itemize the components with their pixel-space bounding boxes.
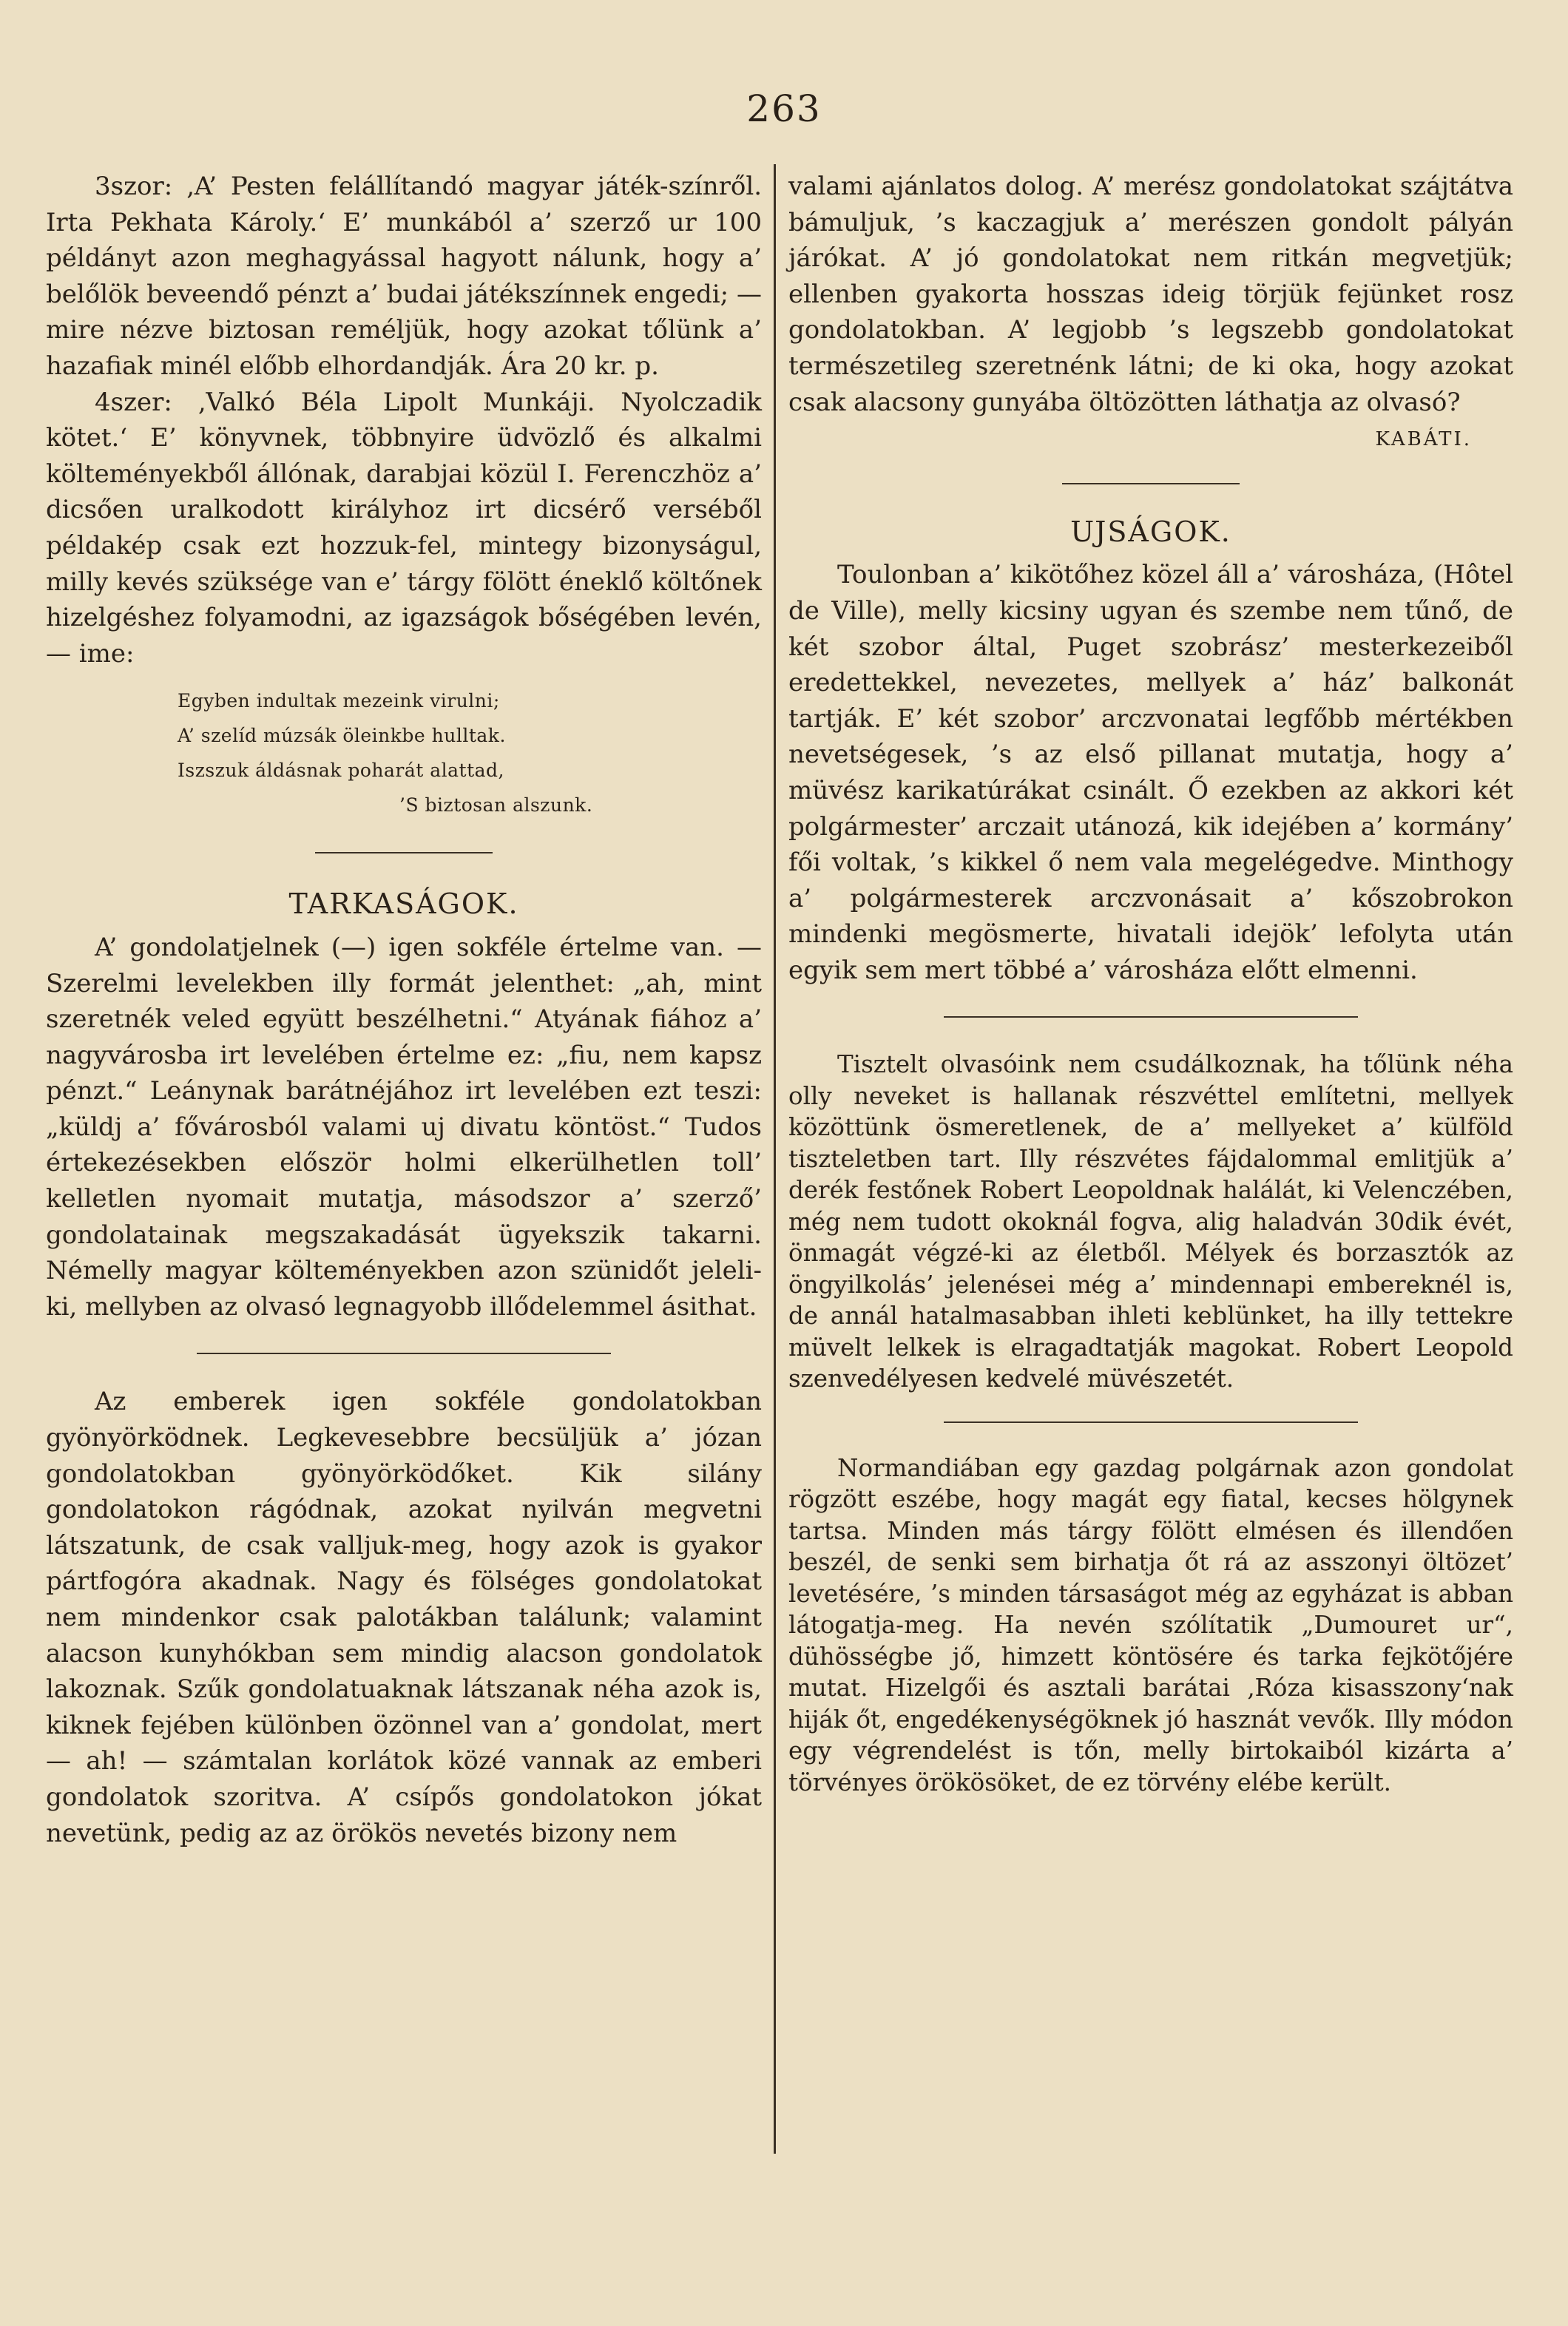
page-number: 263 [746, 87, 822, 130]
poem-line: ’S biztosan alszunk. [399, 794, 593, 817]
section-rule [197, 1353, 611, 1354]
article-gondolatok-cont: valami ajánlatos dolog. A’ merész gondolatokat szájtátva bámuljuk, ’s kaczagjuk a’ merészen gondolt pályán járókat. A’ jó gondolatokat nem ritkán megvetjük; ellenben gyakorta hosszas ideig törjük fejünket rosz gondolatokban. A’ legjobb ’s legszebb gondolatokat természetileg szeretnénk látni; de ki oka, hogy azokat csak alacsony gunyába öltözötten láthatja az olvasó? [788, 172, 1513, 417]
left-column [46, 169, 762, 1851]
section-heading-ujsagok: UJSÁGOK. [1070, 515, 1231, 548]
book-notice-3: 3szor: ‚A’ Pesten felállítandó magyar játék-színről. Irta Pekhata Károly.‘ E’ munkából a’ szerző ur 100 példányt azon meghagyással hagyott nálunk, hogy a’ belőlök beveendő pénzt a’ budai játékszínnek engedi; — mire nézve biztosan reméljük, hogy azokat tőlünk a’ hazafiak minél előbb elhordandják. Ára 20 kr. p. [46, 172, 762, 381]
right-column [788, 169, 1513, 1798]
section-rule [944, 1421, 1358, 1423]
article-normandia: Normandiában egy gazdag polgárnak azon gondolat rögzött eszébe, hogy magát egy fiatal, kecses hölgynek tartsa. Minden más tárgy fölött elmésen és illendően beszél, de senki sem birhatja őt rá az asszonyi öltözet’ levetésére, ’s minden társaságot még az egyházat is abban látogatja-meg. Ha nevén szólítatik „Dumouret ur“, dühösségbe jő, himzett köntösére és tarka fejkötőjére mutat. Hizelgői és asztali barátai ‚Róza kisasszony‘nak hiják őt, engedékenységöknek jó hasznát vevők. Illy módon egy végrendelést is tőn, melly birtokaiból kizárta a’ törvényes örökösöket, de ez törvény elébe került. [788, 1453, 1513, 1796]
poem-quote [46, 683, 762, 822]
section-rule [315, 852, 493, 853]
section-rule [944, 1016, 1358, 1018]
article-robert-leopold: Tisztelt olvasóink nem csudálkoznak, ha tőlünk néha olly neveket is hallanak részvéttel említetni, mellyek közöttünk ösmeretlenek, de a’ mellyeket a’ külföld tiszteletben tart. Illy részvétes fájdalommal emlitjük a’ derék festőnek Robert Leopoldnak halálát, ki Velenczében, még nem tudott okoknál fogva, alig haladván 30dik évét, önmagát végzé-ki az életből. Mélyek és borzasztók az öngyilkolás’ jelenései még a’ mindennapi embereknél is, de annál hatalmasabban ihleti keblünket, ha illy tettekre müvelt lelkek is elragadtatják magokat. Robert Leopold szenvedélyesen kedvelé müvészetét. [788, 1050, 1513, 1393]
article-gondolatjel: A’ gondolatjelnek (—) igen sokféle értelme van. — Szerelmi levelekben illy formát jelenthet: „ah, mint szeretnék veled együtt beszélhetni.“ Atyának fiához a’ nagyvárosba irt levelében értelme ez: „fiu, nem kapsz pénzt.“ Leánynak barátnéjához irt levelében ezt teszi: „küldj a’ fővárosból valami uj divatu köntöst.“ Tudos értekezésekben először holmi elkerülhetlen toll’ kelletlen nyomait mutatja, másodszor a’ szerző’ gondolatainak megszakadását ügyekszik takarni. Némelly magyar költeményekben azon szünidőt jeleli-ki, mellyben az olvasó legnagyobb illődelemmel ásithat. [46, 932, 762, 1322]
poem-line: Egyben indultak mezeink virulni; [178, 690, 500, 712]
author-signature: KABÁTI. [1375, 428, 1472, 451]
book-notice-4: 4szer: ‚Valkó Béla Lipolt Munkáji. Nyolczadik kötet.‘ E’ könyvnek, többnyire üdvözlő és alkalmi költeményekből állónak, darabjai közül I. Ferenczhöz a’ dicsően uralkodott királyhoz irt dicsérő verséből példakép csak ezt hozzuk-fel, mintegy bizonyságul, milly kevés szüksége van e’ tárgy fölött éneklő költőnek hizelgéshez folyamodni, az igazságok bőségében levén, — ime: [46, 387, 762, 669]
section-heading-tarkasagok: TARKASÁGOK. [288, 888, 519, 921]
article-toulon: Toulonban a’ kikötőhez közel áll a’ városháza, (Hôtel de Ville), melly kicsiny ugyan és szembe nem tűnő, de két szobor által, Puget szobrász’ mesterkezeiből eredettekkel, nevezetes, mellyek a’ ház’ balkonát tartják. E’ két szobor’ arczvonatai legfőbb mértékben nevetségesek, ’s az első pillanat mutatja, hogy a’ müvész karikatúrákat csinált. Ő ezekben az akkori két polgármester’ arczait utánozá, kik idejében a’ kormány’ fői voltak, ’s kikkel ő nem vala megelégedve. Minthogy a’ polgármesterek arczvonásait a’ kőszobrokon mindenki megösmerte, hivatali idejök’ lefolyta után egyik sem mert többé a’ városháza előtt elmenni. [788, 560, 1513, 985]
poem-line: A’ szelíd múzsák öleinkbe hulltak. [178, 725, 506, 747]
section-rule [1062, 483, 1240, 484]
poem-line: Iszszuk áldásnak poharát alattad, [178, 760, 504, 782]
column-divider [774, 164, 776, 2154]
article-gondolatok: Az emberek igen sokféle gondolatokban gyönyörködnek. Legkevesebbre becsüljük a’ józan gondolatokban gyönyörködőket. Kik silány gondolatokon rágódnak, azokat nyilván megvetni látszatunk, de csak valljuk-meg, hogy azok is gyakor pártfogóra akadnak. Nagy és fölséges gondolatokat nem mindenkor csak palotákban találunk; valamint alacson kunyhókban sem mindig alacson gondolatok lakoznak. Szűk gondolatuaknak látszanak néha azok is, kiknek fejében különben özönnel van a’ gondolat, mert — ah! — számtalan korlátok közé vannak az emberi gondolatok szoritva. A’ csípős gondolatokon jókat nevetünk, pedig az az örökös nevetés bizony nem [46, 1387, 762, 1848]
